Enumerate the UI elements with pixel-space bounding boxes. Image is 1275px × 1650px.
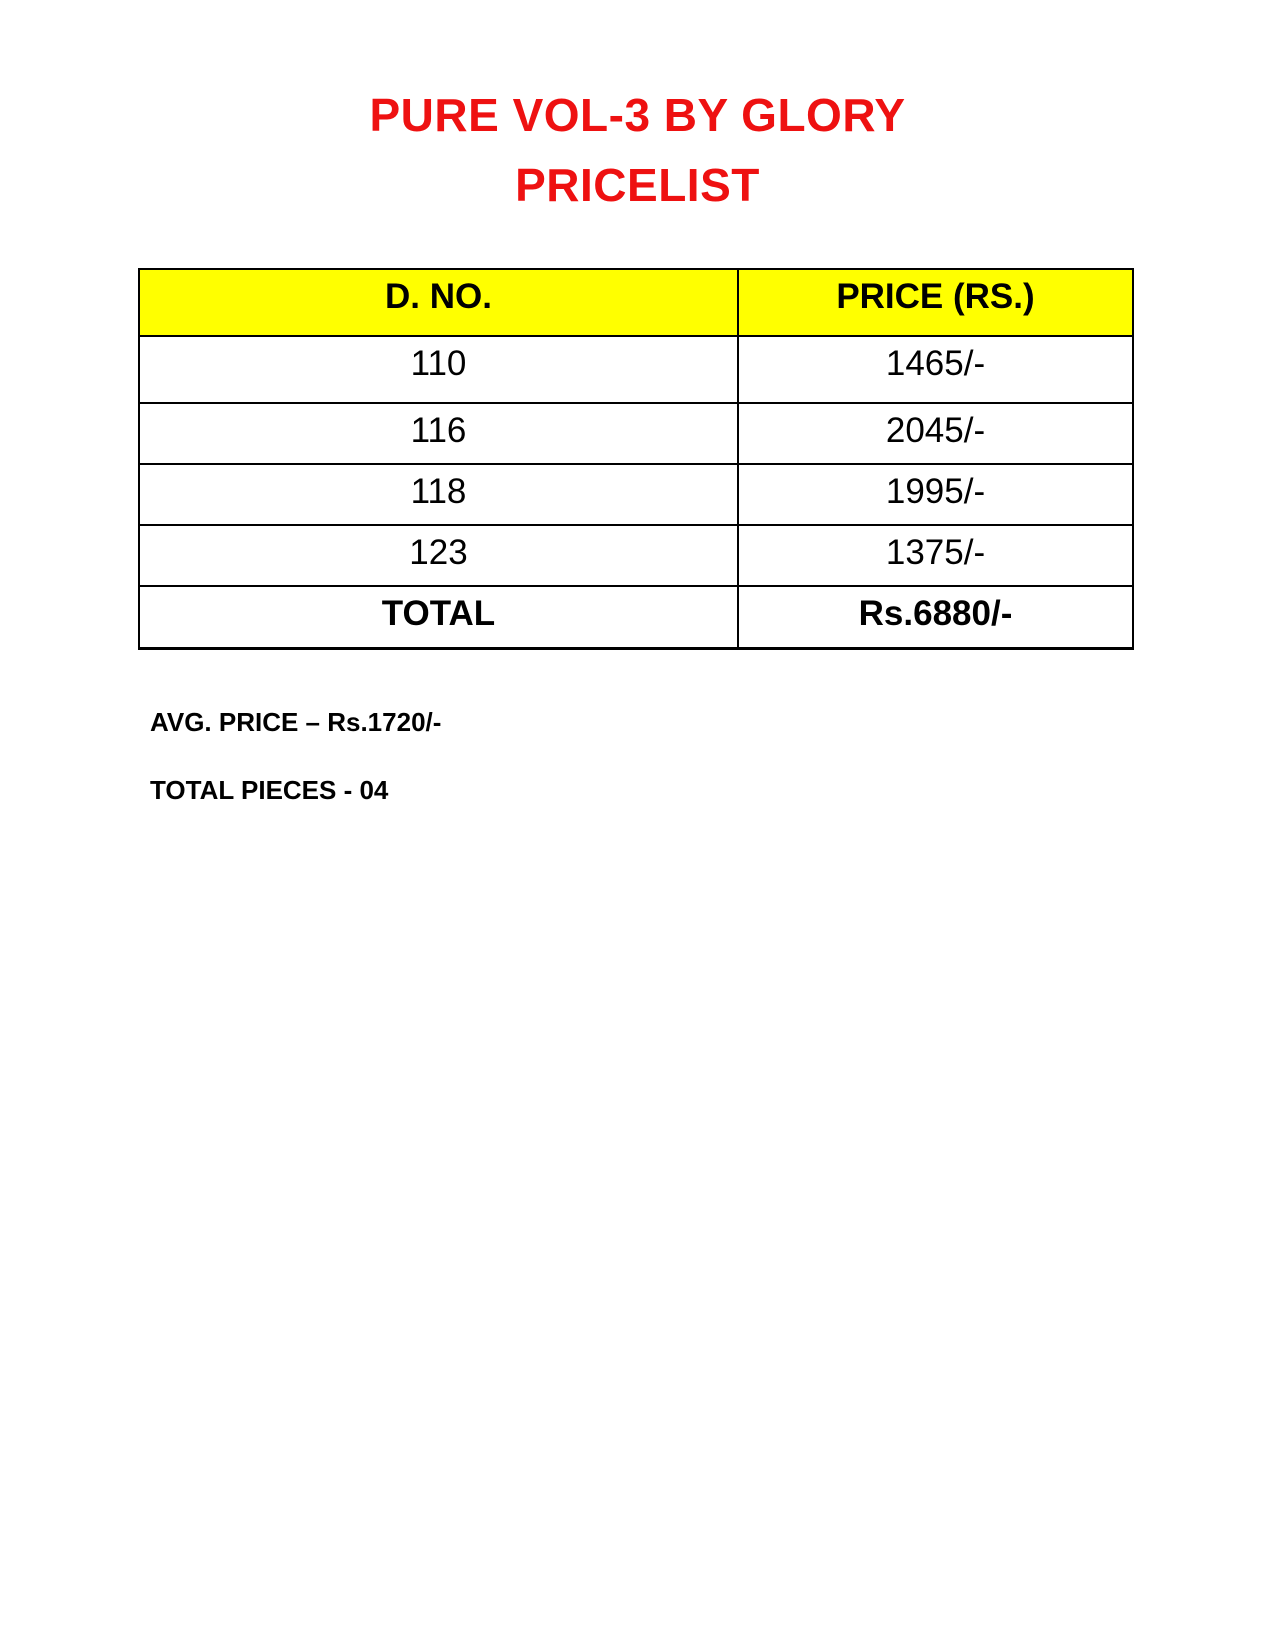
total-label-cell: TOTAL [139, 586, 738, 649]
table-row [139, 464, 1133, 525]
header-design-number: D. NO. [139, 269, 738, 336]
table-row [139, 525, 1133, 586]
price-cell: 1465/- [738, 336, 1133, 403]
average-price-text: AVG. PRICE – Rs.1720/- [150, 707, 442, 737]
price-table [138, 268, 1134, 650]
title-line-2: PRICELIST [515, 159, 760, 211]
design-number-cell: 118 [139, 464, 738, 525]
design-number-cell: 110 [139, 336, 738, 403]
table-header-row [139, 269, 1133, 336]
table-row [139, 403, 1133, 464]
document-title [0, 80, 1275, 220]
table-total-row [139, 586, 1133, 649]
total-pieces-text: TOTAL PIECES - 04 [150, 775, 389, 805]
price-cell: 1375/- [738, 525, 1133, 586]
price-cell: 1995/- [738, 464, 1133, 525]
price-cell: 2045/- [738, 403, 1133, 464]
title-line-1: PURE VOL-3 BY GLORY [369, 89, 906, 141]
design-number-cell: 116 [139, 403, 738, 464]
header-price: PRICE (RS.) [738, 269, 1133, 336]
design-number-cell: 123 [139, 525, 738, 586]
table-row [139, 336, 1133, 403]
total-value-cell: Rs.6880/- [738, 586, 1133, 649]
